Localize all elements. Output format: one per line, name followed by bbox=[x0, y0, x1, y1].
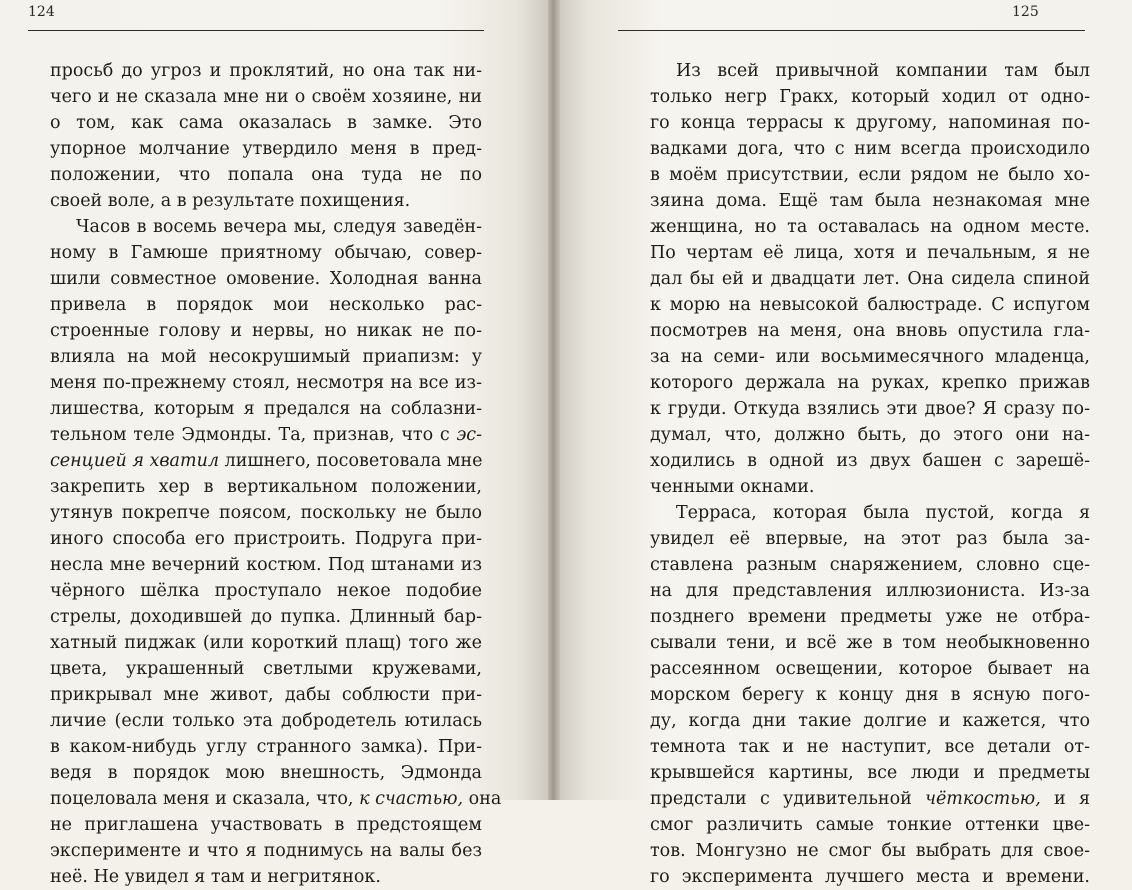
text-line: темнота так и не наступит, все детали от- bbox=[650, 737, 1090, 757]
text-line: к морю на невысокой балюстраде. С испугом bbox=[650, 295, 1090, 315]
text-line: своей воле, а в результате похищения. bbox=[50, 191, 411, 211]
text-line: ходились в одной из двух башен с зарешё- bbox=[650, 451, 1090, 471]
text-line: ставлена разным снаряжением, словно сце- bbox=[650, 555, 1090, 575]
body-text bbox=[650, 58, 1090, 890]
text-line: положении, что попала она туда не по bbox=[50, 165, 482, 185]
text-line: вадками дога, что с ним всегда происходило bbox=[650, 139, 1090, 159]
header-rule bbox=[618, 30, 1085, 31]
right-page bbox=[560, 0, 1132, 887]
text-line: морском берегу к концу дня в ясную пого- bbox=[650, 685, 1090, 705]
text-line: чёрного шёлка проступало некое подобие bbox=[50, 581, 482, 601]
text-line: Терраса, которая была пустой, когда я bbox=[676, 503, 1090, 523]
page-number: 124 bbox=[28, 4, 55, 20]
text-line: увидел её впервые, на этот раз была за- bbox=[650, 529, 1090, 549]
page-number: 125 bbox=[1012, 4, 1039, 20]
text-line: позднего времени предметы уже не отбра- bbox=[650, 607, 1090, 627]
text-line: женщина, но та оставалась на одном месте. bbox=[650, 217, 1090, 237]
text-line: Часов в восемь вечера мы, следуя заведён- bbox=[76, 217, 482, 237]
text-line: в каком-нибудь углу странного замка). При- bbox=[50, 737, 482, 757]
text-line: закрепить хер в вертикальном положении, bbox=[50, 477, 482, 497]
text-line: предстали с удивительной чёткостью, и я bbox=[650, 789, 1090, 809]
text-line: цвета, украшенный светлыми кружевами, bbox=[50, 659, 482, 679]
text-line: на для представления иллюзиониста. Из-за bbox=[650, 581, 1090, 601]
text-line: тельном теле Эдмонды. Та, признав, что с эс- bbox=[50, 425, 482, 445]
text-line: упорное молчание утвердило меня в пред- bbox=[50, 139, 482, 159]
text-line: поцеловала меня и сказала, что, к счастью, она bbox=[50, 789, 502, 809]
text-line: к груди. Откуда взялись эти двое? Я сразу по- bbox=[650, 399, 1090, 419]
italic-word: чёткостью, bbox=[925, 789, 1041, 809]
text-line: строенные голову и нервы, но никак не по- bbox=[50, 321, 482, 341]
text-line: которого держала на руках, крепко прижав bbox=[650, 373, 1090, 393]
text-line: просьб до угроз и проклятий, но она так ни- bbox=[50, 61, 482, 81]
text-line: зяина дома. Ещё там была незнакомая мне bbox=[650, 191, 1090, 211]
text-line: сывали тени, и всё же в том необыкновенно bbox=[650, 633, 1090, 653]
text-line: Из всей привычной компании там был bbox=[676, 61, 1090, 81]
text-line: иного способа его пристроить. Подруга при- bbox=[50, 529, 482, 549]
text-line: о том, как сама оказалась в замке. Это bbox=[50, 113, 482, 133]
text-line: несла мне вечерний костюм. Под штанами из bbox=[50, 555, 482, 575]
left-page bbox=[0, 0, 548, 887]
text-line: ду, когда дни такие долгие и кажется, что bbox=[650, 711, 1090, 731]
text-line: ченными окнами. bbox=[650, 477, 815, 497]
text-line: По чертам её лица, хотя и печальным, я не bbox=[650, 243, 1090, 263]
text-line: только негр Гракх, который ходил от одно- bbox=[650, 87, 1090, 107]
text-line: за на семи- или восьмимесячного младенца, bbox=[650, 347, 1090, 367]
text-line: ведя в порядок мою внешность, Эдмонда bbox=[50, 763, 482, 783]
text-line: сенцией я хватил лишнего, посоветовала мне bbox=[50, 451, 483, 471]
body-text bbox=[50, 58, 502, 890]
italic-word: эс- bbox=[456, 425, 482, 445]
text-line: прикрывал мне живот, дабы соблюсти при- bbox=[50, 685, 482, 705]
text-line: не приглашена участвовать в предстоящем bbox=[50, 815, 482, 835]
text-line: крывшейся картины, все люди и предметы bbox=[650, 763, 1090, 783]
book-gutter bbox=[548, 0, 560, 800]
text-line: смог различить самые тонкие оттенки цве- bbox=[650, 815, 1090, 835]
text-line: личие (если только эта добродетель ютилась bbox=[50, 711, 482, 731]
text-line: привела в порядок мои несколько рас- bbox=[50, 295, 482, 315]
text-line: шили совместное омовение. Холодная ванна bbox=[50, 269, 482, 289]
text-line: утянув покрепче поясом, поскольку не было bbox=[50, 503, 482, 523]
text-line: дал бы ей и двадцати лет. Она сидела спиной bbox=[650, 269, 1090, 289]
text-line: рассеянном освещении, которое бывает на bbox=[650, 659, 1090, 679]
header-rule bbox=[28, 30, 484, 31]
text-line: лишества, которым я предался на соблазни- bbox=[50, 399, 482, 419]
text-line: неё. Не увидел я там и негритянок. bbox=[50, 867, 381, 887]
italic-word: сенцией я хватил bbox=[50, 451, 220, 471]
text-line: влияла на мой несокрушимый приапизм: у bbox=[50, 347, 482, 367]
italic-word: к счастью, bbox=[359, 789, 464, 809]
text-line: в моём присутствии, если рядом не было хо- bbox=[650, 165, 1090, 185]
text-line: ному в Гамюше приятному обычаю, совер- bbox=[50, 243, 482, 263]
text-line: думал, что, должно быть, до этого они на- bbox=[650, 425, 1090, 445]
text-line: чего и не сказала мне ни о своём хозяине, ни bbox=[50, 87, 482, 107]
text-line: хатный пиджак (или короткий плащ) того же bbox=[50, 633, 482, 653]
text-line: меня по-прежнему стоял, несмотря на все из- bbox=[50, 373, 482, 393]
text-line: стрелы, доходившей до пупка. Длинный бар- bbox=[50, 607, 482, 627]
text-line: тов. Монгузно не смог бы выбрать для свое- bbox=[650, 841, 1090, 861]
text-line: посмотрев на меня, она вновь опустила гла- bbox=[650, 321, 1090, 341]
text-line: го эксперимента лучшего места и времени. bbox=[650, 867, 1090, 887]
text-line: эксперименте и что я поднимусь на валы без bbox=[50, 841, 482, 861]
text-line: го конца террасы к другому, напоминая по- bbox=[650, 113, 1090, 133]
